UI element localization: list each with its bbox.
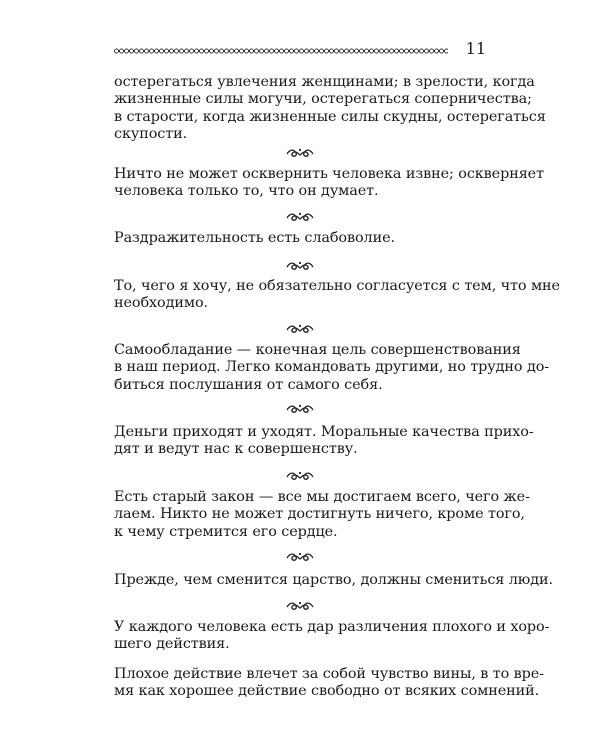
aphorism-paragraph bbox=[114, 489, 530, 541]
section-divider bbox=[114, 259, 486, 273]
paragraph-line: Раздражительность есть слабоволие. bbox=[114, 230, 395, 246]
aphorism-paragraph bbox=[114, 166, 544, 201]
paragraph-line: Прежде, чем сменится царство, должны смениться люди. bbox=[114, 572, 553, 588]
fleuron-ornament-icon bbox=[285, 599, 315, 613]
aphorism-paragraph bbox=[114, 666, 544, 701]
paragraph-line: То, чего я хочу, не обязательно согласуется с тем, что мне bbox=[114, 278, 560, 294]
aphorism-paragraph bbox=[114, 342, 550, 394]
page-header bbox=[114, 38, 486, 60]
aphorism-paragraph bbox=[114, 74, 546, 144]
paragraph-line: необходимо. bbox=[114, 295, 208, 312]
paragraph-line: Есть старый закон — все мы достигаем всего, чего же- bbox=[114, 489, 530, 505]
paragraph-line: остерегаться увлечения женщинами; в зрелости, когда bbox=[114, 74, 535, 90]
fleuron-ornament-icon bbox=[285, 402, 315, 416]
paragraph-line: У каждого человека есть дар различения плохого и хоро- bbox=[114, 619, 550, 635]
section-divider bbox=[114, 210, 486, 224]
paragraph-line: скупости. bbox=[114, 126, 188, 143]
section-divider bbox=[114, 146, 486, 160]
page-number: 11 bbox=[465, 39, 486, 58]
paragraph-line: жизненные силы могучи, остерегаться соперничества; bbox=[114, 91, 532, 108]
aphorism-paragraph bbox=[114, 619, 550, 654]
paragraph-line: к чему стремится его сердце. bbox=[114, 523, 338, 540]
paragraph-line: Самообладание — конечная цель совершенствования bbox=[114, 342, 521, 358]
paragraph-line: Плохое действие влечет за собой чувство вины, в то вре- bbox=[114, 666, 544, 682]
section-divider bbox=[114, 469, 486, 483]
fleuron-ornament-icon bbox=[285, 322, 315, 336]
paragraph-line: лаем. Никто не может достигнуть ничего, кроме того, bbox=[114, 506, 525, 523]
aphorism-paragraph bbox=[114, 278, 560, 313]
paragraph-line: Ничто не может осквернить человека извне; оскверняет bbox=[114, 166, 544, 182]
aphorism-paragraph bbox=[114, 230, 486, 247]
paragraph-line: в наш период. Легко командовать другими, но трудно до- bbox=[114, 359, 550, 376]
fleuron-ornament-icon bbox=[285, 550, 315, 564]
fleuron-ornament-icon bbox=[285, 210, 315, 224]
fleuron-ornament-icon bbox=[285, 469, 315, 483]
fleuron-ornament-icon bbox=[285, 146, 315, 160]
paragraph-line: дят и ведут нас к совершенству. bbox=[114, 441, 358, 458]
section-divider bbox=[114, 322, 486, 336]
aphorism-paragraph bbox=[114, 424, 534, 459]
section-divider bbox=[114, 599, 486, 613]
paragraph-line: в старости, когда жизненные силы скудны, остерегаться bbox=[114, 108, 546, 125]
section-divider bbox=[114, 402, 486, 416]
paragraph-line: Деньги приходят и уходят. Моральные качества прихо- bbox=[114, 424, 534, 440]
ornamental-header-rule bbox=[114, 47, 448, 55]
fleuron-ornament-icon bbox=[285, 259, 315, 273]
paragraph-line: шего действия. bbox=[114, 636, 230, 653]
paragraph-line: мя как хорошее действие свободно от всяких сомнений. bbox=[114, 683, 540, 700]
aphorism-paragraph bbox=[114, 572, 553, 589]
section-divider bbox=[114, 550, 486, 564]
paragraph-line: человека только то, что он думает. bbox=[114, 183, 379, 200]
paragraph-line: биться послушания от самого себя. bbox=[114, 376, 383, 393]
